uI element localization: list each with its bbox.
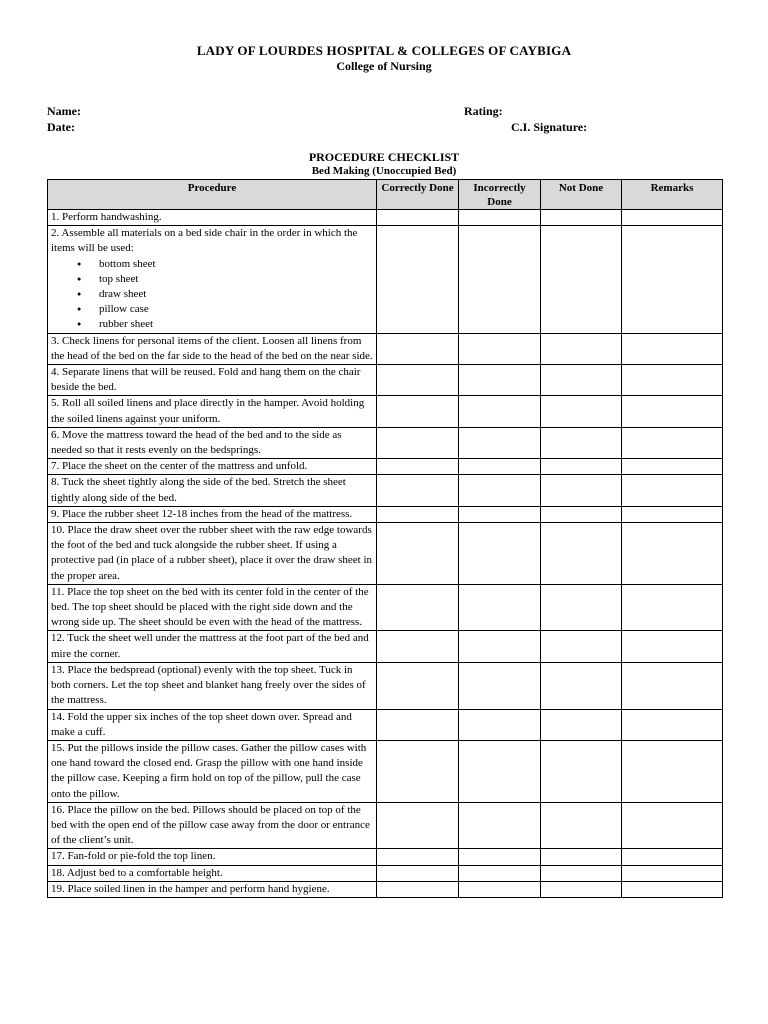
procedure-step-text: 19. Place soiled linen in the hamper and perform hand hygiene. [51,882,330,895]
column-header-procedure: Procedure [48,180,377,210]
table-row [48,881,723,897]
correctly-done-cell[interactable] [377,210,459,226]
procedure-step-text: 14. Fold the upper six inches of the top sheet down over. Spread and make a cuff. [51,710,352,738]
correctly-done-cell[interactable] [377,333,459,364]
correctly-done-cell[interactable] [377,475,459,506]
procedure-step-text: 5. Roll all soiled linens and place directly in the hamper. Avoid holding the soiled linens against your uniform. [51,397,365,425]
table-row [48,475,723,506]
procedure-step-cell [48,631,377,662]
column-header-incorrectly-done: Incorrectly Done [459,180,541,210]
procedure-step-cell [48,523,377,585]
column-header-correctly-done: Correctly Done [377,180,459,210]
not-done-cell[interactable] [541,475,622,506]
procedure-step-text: 13. Place the bedspread (optional) evenly with the top sheet. Tuck in both corners. Let the top sheet and blanket hang freely over the sides of the mattress. [51,663,366,707]
incorrectly-done-cell[interactable] [459,475,541,506]
incorrectly-done-cell[interactable] [459,849,541,865]
correctly-done-cell[interactable] [377,226,459,333]
procedure-step-cell [48,365,377,396]
checklist-subtitle: Bed Making (Unoccupied Bed) [311,165,457,177]
table-row [48,849,723,865]
incorrectly-done-cell[interactable] [459,226,541,333]
not-done-cell[interactable] [541,849,622,865]
incorrectly-done-cell[interactable] [459,333,541,364]
procedure-step-text: 4. Separate linens that will be reused. Fold and hang them on the chair beside the bed. [51,366,361,394]
procedure-step-text: 16. Place the pillow on the bed. Pillows should be placed on top of the bed with the open end of the pillow case away from the door or entrance of the client’s unit. [51,803,370,847]
procedure-step-text: 6. Move the mattress toward the head of the bed and to the side as needed so that it rests evenly on the bedsprings. [51,428,342,457]
material-item: ● rubber sheet [99,317,373,332]
incorrectly-done-cell[interactable] [459,584,541,631]
remarks-cell[interactable] [622,523,723,585]
table-row [48,365,723,396]
procedure-step-cell [48,740,377,802]
procedure-step-cell [48,396,377,427]
procedure-checklist-table [47,179,723,898]
correctly-done-cell[interactable] [377,631,459,662]
procedure-step-text: 17. Fan-fold or pie-fold the top linen. [51,850,216,863]
not-done-cell[interactable] [541,365,622,396]
correctly-done-cell[interactable] [377,709,459,740]
incorrectly-done-cell[interactable] [459,523,541,585]
incorrectly-done-cell[interactable] [459,802,541,849]
procedure-step-text: 12. Tuck the sheet well under the mattress at the foot part of the bed and mire the corner. [51,632,369,660]
correctly-done-cell[interactable] [377,396,459,427]
material-item: ● draw sheet [99,287,373,302]
not-done-cell[interactable] [541,709,622,740]
incorrectly-done-cell[interactable] [459,865,541,881]
remarks-cell[interactable] [622,226,723,333]
table-row [48,584,723,631]
remarks-cell[interactable] [622,740,723,802]
correctly-done-cell[interactable] [377,427,459,458]
not-done-cell[interactable] [541,881,622,897]
not-done-cell[interactable] [541,333,622,364]
procedure-step-cell [48,226,377,333]
incorrectly-done-cell[interactable] [459,396,541,427]
incorrectly-done-cell[interactable] [459,506,541,522]
remarks-cell[interactable] [622,802,723,849]
remarks-cell[interactable] [622,584,723,631]
procedure-step-text: 1. Perform handwashing. [51,211,162,223]
table-row [48,333,723,364]
correctly-done-cell[interactable] [377,802,459,849]
remarks-cell[interactable] [622,662,723,709]
not-done-cell[interactable] [541,802,622,849]
procedure-step-cell [48,662,377,709]
procedure-step-cell [48,210,377,226]
correctly-done-cell[interactable] [377,584,459,631]
incorrectly-done-cell[interactable] [459,709,541,740]
incorrectly-done-cell[interactable] [459,365,541,396]
table-row [48,210,723,226]
incorrectly-done-cell[interactable] [459,740,541,802]
correctly-done-cell[interactable] [377,506,459,522]
procedure-step-cell [48,475,377,506]
table-row [48,427,723,458]
materials-list [51,257,373,333]
procedure-step-cell [48,881,377,897]
incorrectly-done-cell[interactable] [459,881,541,897]
correctly-done-cell[interactable] [377,849,459,865]
not-done-cell[interactable] [541,584,622,631]
not-done-cell[interactable] [541,506,622,522]
incorrectly-done-cell[interactable] [459,631,541,662]
table-row [48,631,723,662]
procedure-step-text: 3. Check linens for personal items of the client. Loosen all linens from the head of the bed on the far side to the head of the bed on the near side. [51,334,373,362]
remarks-cell[interactable] [622,709,723,740]
incorrectly-done-cell[interactable] [459,459,541,475]
remarks-cell[interactable] [622,849,723,865]
table-row [48,459,723,475]
material-item: ● pillow case [99,302,373,317]
procedure-step-text: 11. Place the top sheet on the bed with its center fold in the center of the bed. The top sheet should be placed with the right side down and the wrong side up. The sheet should be even with the head of the mattress. [51,585,369,629]
not-done-cell[interactable] [541,662,622,709]
not-done-cell[interactable] [541,631,622,662]
table-row [48,506,723,522]
remarks-cell[interactable] [622,396,723,427]
remarks-cell[interactable] [622,210,723,226]
remarks-cell[interactable] [622,881,723,897]
column-header-remarks: Remarks [622,180,723,210]
not-done-cell[interactable] [541,740,622,802]
procedure-step-text: 8. Tuck the sheet tightly along the side of the bed. Stretch the sheet tightly along side of the bed. [51,476,346,504]
procedure-step-text: 2. Assemble all materials on a bed side chair in the order in which the items will be used: [51,227,358,255]
table-row [48,226,723,333]
remarks-cell[interactable] [622,427,723,458]
table-row [48,709,723,740]
material-item: ● bottom sheet [99,257,373,272]
table-row [48,740,723,802]
procedure-step-text: 18. Adjust bed to a comfortable height. [51,866,223,879]
table-row [48,865,723,881]
remarks-cell[interactable] [622,506,723,522]
procedure-step-cell [48,333,377,364]
procedure-step-cell [48,709,377,740]
date-label: Date: [47,120,75,134]
procedure-step-text: 7. Place the sheet on the center of the mattress and unfold. [51,460,308,473]
procedure-step-cell [48,584,377,631]
procedure-step-cell [48,506,377,522]
remarks-cell[interactable] [622,333,723,364]
table-row [48,662,723,709]
correctly-done-cell[interactable] [377,459,459,475]
correctly-done-cell[interactable] [377,740,459,802]
table-row [48,523,723,585]
rating-label: Rating: [464,104,503,118]
incorrectly-done-cell[interactable] [459,210,541,226]
institution-name: LADY OF LOURDES HOSPITAL & COLLEGES OF CAYBIGA [196,43,572,58]
procedure-step-cell [48,459,377,475]
correctly-done-cell[interactable] [377,865,459,881]
ci-signature-label: C.I. Signature: [511,120,588,134]
remarks-cell[interactable] [622,365,723,396]
remarks-cell[interactable] [622,631,723,662]
incorrectly-done-cell[interactable] [459,662,541,709]
column-header-not-done: Not Done [541,180,622,210]
correctly-done-cell[interactable] [377,881,459,897]
procedure-step-text: 9. Place the rubber sheet 12-18 inches from the head of the mattress. [51,507,353,520]
incorrectly-done-cell[interactable] [459,427,541,458]
not-done-cell[interactable] [541,459,622,475]
table-row [48,396,723,427]
correctly-done-cell[interactable] [377,523,459,585]
checklist-body [48,210,723,898]
table-header-row [48,180,723,210]
remarks-cell[interactable] [622,865,723,881]
remarks-cell[interactable] [622,475,723,506]
not-done-cell[interactable] [541,865,622,881]
procedure-step-cell [48,865,377,881]
name-label: Name: [47,104,81,118]
not-done-cell[interactable] [541,396,622,427]
not-done-cell[interactable] [541,226,622,333]
correctly-done-cell[interactable] [377,365,459,396]
checklist-title: PROCEDURE CHECKLIST [308,150,460,164]
not-done-cell[interactable] [541,427,622,458]
procedure-step-cell [48,427,377,458]
procedure-step-cell [48,849,377,865]
not-done-cell[interactable] [541,210,622,226]
procedure-step-text: 15. Put the pillows inside the pillow cases. Gather the pillow cases with one hand toward the closed end. Grasp the pillow with one hand inside the pillow case. Keeping a firm hold on top of the pillow, pull the case onto the pillow. [51,741,367,800]
table-row [48,802,723,849]
college-name: College of Nursing [336,59,432,73]
procedure-step-cell [48,802,377,849]
material-item: ● top sheet [99,272,373,287]
remarks-cell[interactable] [622,459,723,475]
not-done-cell[interactable] [541,523,622,585]
correctly-done-cell[interactable] [377,662,459,709]
procedure-step-text: 10. Place the draw sheet over the rubber sheet with the raw edge towards the foot of the bed and tuck alongside the rubber sheet. If using a protective pad (in place of a rubber sheet), place it over the draw sheet in the proper area. [51,524,372,582]
